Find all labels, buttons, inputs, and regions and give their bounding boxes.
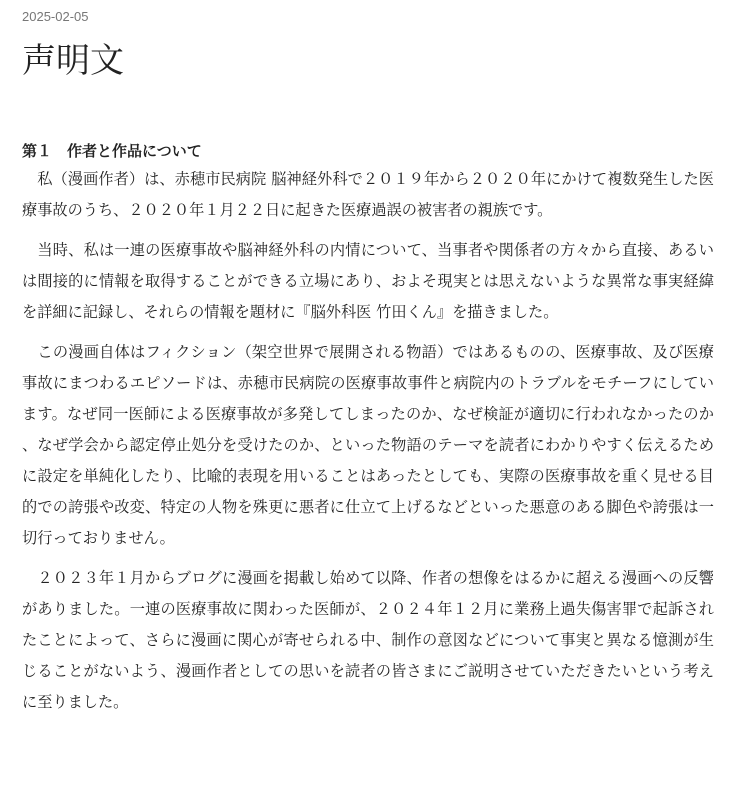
section-heading: 第１ 作者と作品について xyxy=(22,142,202,160)
page-title: 声明文 xyxy=(22,41,124,81)
section-authors-and-work xyxy=(22,140,714,727)
paragraph-1: 私（漫画作者）は、赤穂市民病院 脳神経外科で２０１９年から２０２０年にかけて複数発生した医療事故のうち、２０２０年１月２２日に起きた医療過誤の被害者の親族です。 xyxy=(22,170,714,219)
paragraph-3: この漫画自体はフィクション（架空世界で展開される物語）ではあるものの、医療事故、及び医療事故にまつわるエピソードは、赤穂市民病院の医療事故事件と病院内のトラブルをモチーフにしています。なぜ同一医師による医療事故が多発してしまったのか、なぜ検証が適切に行われなかったのか、なぜ学会から認定停止処分を受けたのか、といった物語のテーマを読者にわかりやすく伝えるために設定を単純化したり、比喩的表現を用いることはあったとしても、実際の医療事故を重く見せる目的での誇張や改変、特定の人物を殊更に悪者に仕立て上げるなどといった悪意のある脚色や誇張は一切行っておりません。 xyxy=(22,343,714,547)
paragraph-2: 当時、私は一連の医療事故や脳神経外科の内情について、当事者や関係者の方々から直接、あるいは間接的に情報を取得することができる立場にあり、およそ現実とは思えないような異常な事実経緯を詳細に記録し、それらの情報を題材に『脳外科医 竹田くん』を描きました。 xyxy=(22,241,714,321)
paragraph-4: ２０２３年１月からブログに漫画を掲載し始めて以降、作者の想像をはるかに超える漫画への反響がありました。一連の医療事故に関わった医師が、２０２４年１２月に業務上過失傷害罪で起訴されたことによって、さらに漫画に関心が寄せられる中、制作の意図などについて事実と異なる憶測が生じることがないよう、漫画作者としての思いを読者の皆さまにご説明させていただきたいという考えに至りました。 xyxy=(22,569,714,711)
post-date: 2025-02-05 xyxy=(22,9,89,24)
